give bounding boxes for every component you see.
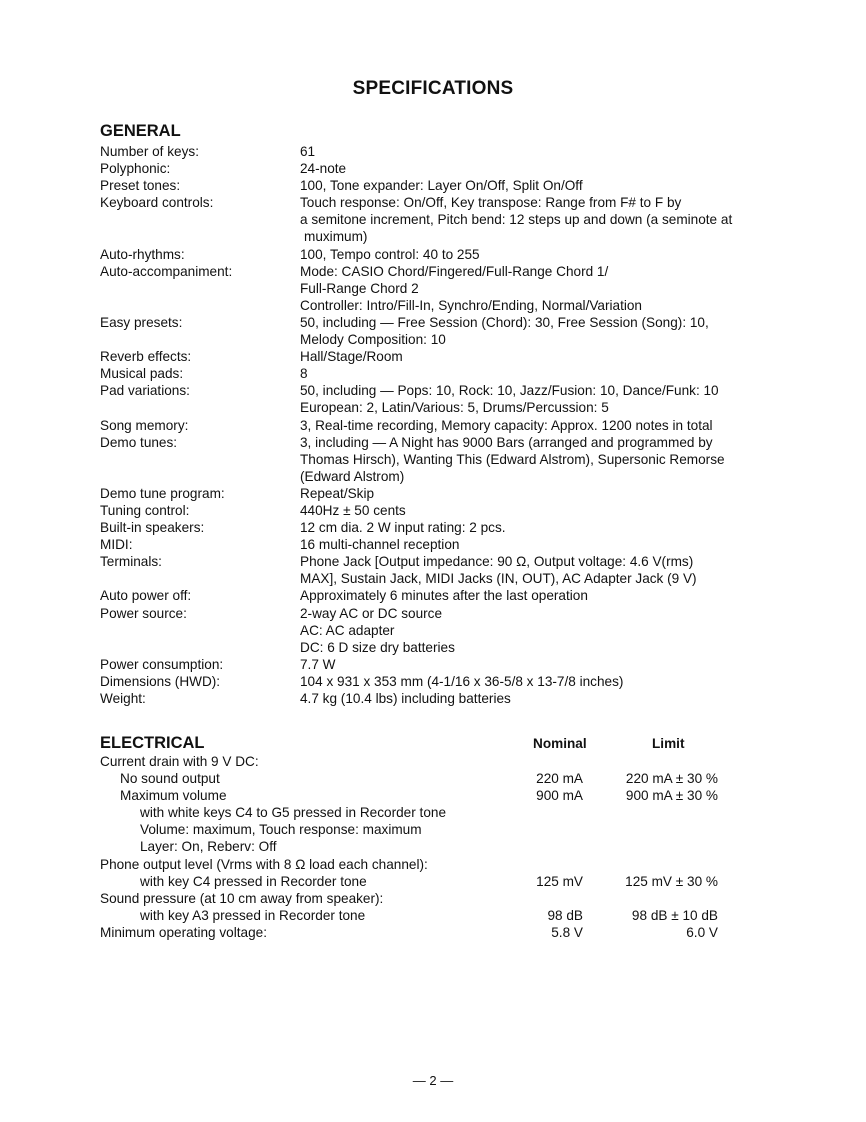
spec-row	[100, 143, 800, 160]
electrical-row	[100, 873, 740, 890]
limit-value: 220 mA ± 30 %	[625, 771, 718, 787]
spec-value-line: 61	[300, 144, 316, 159]
electrical-item: Phone output level (Vrms with 8 Ω load each channel):	[100, 856, 428, 872]
electrical-item: Current drain with 9 V DC:	[100, 754, 259, 769]
spec-label: Power consumption:	[100, 656, 224, 672]
spec-label: Easy presets:	[100, 314, 183, 330]
spec-value-line: European: 2, Latin/Various: 5, Drums/Percussion: 5	[300, 400, 609, 416]
spec-label: Tuning control:	[100, 502, 190, 518]
spec-row	[100, 382, 800, 416]
limit-value: 6.0 V	[686, 924, 718, 940]
spec-value-line: 2-way AC or DC source	[300, 605, 443, 621]
nominal-value: 98 dB	[547, 907, 583, 923]
spec-value-line: Controller: Intro/Fill-In, Synchro/Ending, Normal/Variation	[300, 297, 642, 313]
electrical-item: with key C4 pressed in Recorder tone	[140, 873, 367, 889]
spec-label: Pad variations:	[100, 383, 190, 399]
spec-value	[300, 553, 770, 587]
spec-value	[300, 263, 770, 314]
spec-label: Demo tune program:	[100, 485, 225, 501]
electrical-row	[100, 821, 740, 838]
page-title: SPECIFICATIONS	[352, 78, 514, 99]
spec-label: Power source:	[100, 605, 187, 621]
spec-value	[300, 246, 770, 263]
spec-value	[300, 177, 770, 194]
electrical-row	[100, 856, 740, 873]
nominal-value: 900 mA	[536, 788, 583, 804]
spec-row	[100, 673, 800, 690]
limit-column-header: Limit	[652, 736, 685, 751]
electrical-item: Volume: maximum, Touch response: maximum	[140, 822, 422, 838]
spec-label: Weight:	[100, 691, 146, 706]
spec-value	[300, 417, 770, 434]
electrical-row	[100, 787, 740, 804]
spec-label: Reverb effects:	[100, 349, 192, 365]
spec-value-line: Mode: CASIO Chord/Fingered/Full-Range Chord 1/	[300, 263, 609, 279]
spec-row	[100, 690, 800, 707]
spec-value-line: Repeat/Skip	[300, 485, 375, 501]
spec-label: Built-in speakers:	[100, 520, 205, 536]
spec-value-line: 50, including — Pops: 10, Rock: 10, Jazz/Fusion: 10, Dance/Funk: 10	[300, 383, 719, 399]
spec-value-line: Approximately 6 minutes after the last operation	[300, 588, 588, 604]
limit-value: 125 mV ± 30 %	[625, 873, 718, 889]
spec-value-line: muximum)	[304, 229, 368, 245]
spec-row	[100, 177, 800, 194]
electrical-spec-list	[100, 753, 740, 941]
electrical-item: with key A3 pressed in Recorder tone	[140, 907, 366, 923]
spec-value-line: Hall/Stage/Room	[300, 349, 403, 365]
electrical-item: with white keys C4 to G5 pressed in Recorder tone	[140, 805, 447, 821]
spec-row	[100, 194, 800, 245]
spec-row	[100, 502, 800, 519]
spec-row	[100, 160, 800, 177]
spec-row	[100, 519, 800, 536]
spec-value	[300, 160, 770, 177]
electrical-row	[100, 753, 740, 770]
spec-row	[100, 263, 800, 314]
electrical-row	[100, 838, 740, 855]
spec-value-line: 7.7 W	[300, 656, 336, 672]
spec-value	[300, 434, 770, 485]
electrical-item: Layer: On, Reberv: Off	[140, 839, 277, 855]
spec-row	[100, 587, 800, 604]
spec-label: MIDI:	[100, 537, 133, 553]
spec-value-line: Phone Jack [Output impedance: 90 Ω, Output voltage: 4.6 V(rms)	[300, 554, 694, 570]
spec-value-line: 24-note	[300, 161, 347, 177]
spec-value-line: Touch response: On/Off, Key transpose: Range from F# to F by	[300, 195, 682, 211]
spec-value	[300, 656, 770, 673]
spec-label: Song memory:	[100, 417, 189, 433]
spec-label: Musical pads:	[100, 366, 184, 382]
spec-value	[300, 382, 770, 416]
nominal-column-header: Nominal	[533, 736, 587, 751]
spec-value	[300, 485, 770, 502]
spec-label: Polyphonic:	[100, 161, 171, 177]
spec-value	[300, 690, 770, 707]
nominal-value: 220 mA	[536, 771, 583, 787]
spec-label: Number of keys:	[100, 144, 199, 159]
spec-value-line: 440Hz ± 50 cents	[300, 502, 406, 518]
electrical-item: Minimum operating voltage:	[100, 924, 267, 940]
spec-row	[100, 656, 800, 673]
spec-value-line: 8	[300, 366, 308, 382]
electrical-row	[100, 890, 740, 907]
spec-value-line: Thomas Hirsch), Wanting This (Edward Alstrom), Supersonic Remorse	[300, 451, 725, 467]
spec-row	[100, 536, 800, 553]
spec-value	[300, 143, 770, 160]
spec-value	[300, 519, 770, 536]
spec-row	[100, 365, 800, 382]
spec-label: Demo tunes:	[100, 434, 178, 450]
general-spec-list	[100, 143, 800, 707]
spec-value-line: Melody Composition: 10	[300, 332, 446, 348]
spec-value-line: 12 cm dia. 2 W input rating: 2 pcs.	[300, 520, 506, 536]
electrical-heading: ELECTRICAL	[100, 734, 205, 752]
electrical-row	[100, 804, 740, 821]
spec-row	[100, 485, 800, 502]
spec-value	[300, 348, 770, 365]
spec-label: Auto power off:	[100, 588, 192, 604]
spec-value	[300, 502, 770, 519]
electrical-item: No sound output	[120, 771, 220, 787]
spec-value-line: AC: AC adapter	[300, 622, 395, 638]
spec-row	[100, 417, 800, 434]
spec-value	[300, 536, 770, 553]
spec-value	[300, 365, 770, 382]
spec-value-line: 4.7 kg (10.4 lbs) including batteries	[300, 691, 511, 706]
spec-value-line: MAX], Sustain Jack, MIDI Jacks (IN, OUT), AC Adapter Jack (9 V)	[300, 571, 697, 587]
nominal-value: 5.8 V	[551, 924, 583, 940]
limit-value: 900 mA ± 30 %	[625, 788, 718, 804]
spec-label: Dimensions (HWD):	[100, 673, 221, 689]
spec-value-line: 50, including — Free Session (Chord): 30, Free Session (Song): 10,	[300, 314, 709, 330]
spec-label: Preset tones:	[100, 178, 181, 194]
spec-value-line: a semitone increment, Pitch bend: 12 steps up and down (a seminote at	[300, 212, 733, 228]
spec-row	[100, 605, 800, 656]
spec-value-line: 16 multi-channel reception	[300, 537, 460, 553]
spec-label: Terminals:	[100, 554, 162, 570]
spec-value-line: 100, Tone expander: Layer On/Off, Split On/Off	[300, 178, 583, 194]
general-heading: GENERAL	[100, 122, 181, 140]
nominal-value: 125 mV	[536, 873, 583, 889]
spec-value-line: 3, Real-time recording, Memory capacity: Approx. 1200 notes in total	[300, 417, 713, 433]
spec-value-line: Full-Range Chord 2	[300, 280, 419, 296]
electrical-row	[100, 770, 740, 787]
spec-value-line: 100, Tempo control: 40 to 255	[300, 246, 480, 262]
electrical-row	[100, 924, 740, 941]
electrical-item: Maximum volume	[120, 788, 227, 804]
spec-row	[100, 314, 800, 348]
spec-value-line: DC: 6 D size dry batteries	[300, 639, 455, 655]
spec-value	[300, 605, 770, 656]
electrical-item: Sound pressure (at 10 cm away from speaker):	[100, 890, 384, 906]
spec-label: Auto-accompaniment:	[100, 263, 233, 279]
spec-label: Keyboard controls:	[100, 195, 214, 211]
spec-value	[300, 673, 770, 690]
page-number: — 2 —	[412, 1073, 454, 1088]
spec-value	[300, 587, 770, 604]
spec-row	[100, 553, 800, 587]
spec-value-line: (Edward Alstrom)	[300, 468, 405, 484]
spec-value	[300, 314, 770, 348]
spec-value-line: 104 x 931 x 353 mm (4-1/16 x 36-5/8 x 13-7/8 inches)	[300, 673, 624, 689]
spec-row	[100, 348, 800, 365]
spec-row	[100, 434, 800, 485]
spec-row	[100, 246, 800, 263]
electrical-row	[100, 907, 740, 924]
limit-value: 98 dB ± 10 dB	[631, 907, 718, 923]
spec-value	[300, 194, 770, 245]
spec-value-line: 3, including — A Night has 9000 Bars (arranged and programmed by	[300, 434, 713, 450]
spec-label: Auto-rhythms:	[100, 246, 185, 262]
